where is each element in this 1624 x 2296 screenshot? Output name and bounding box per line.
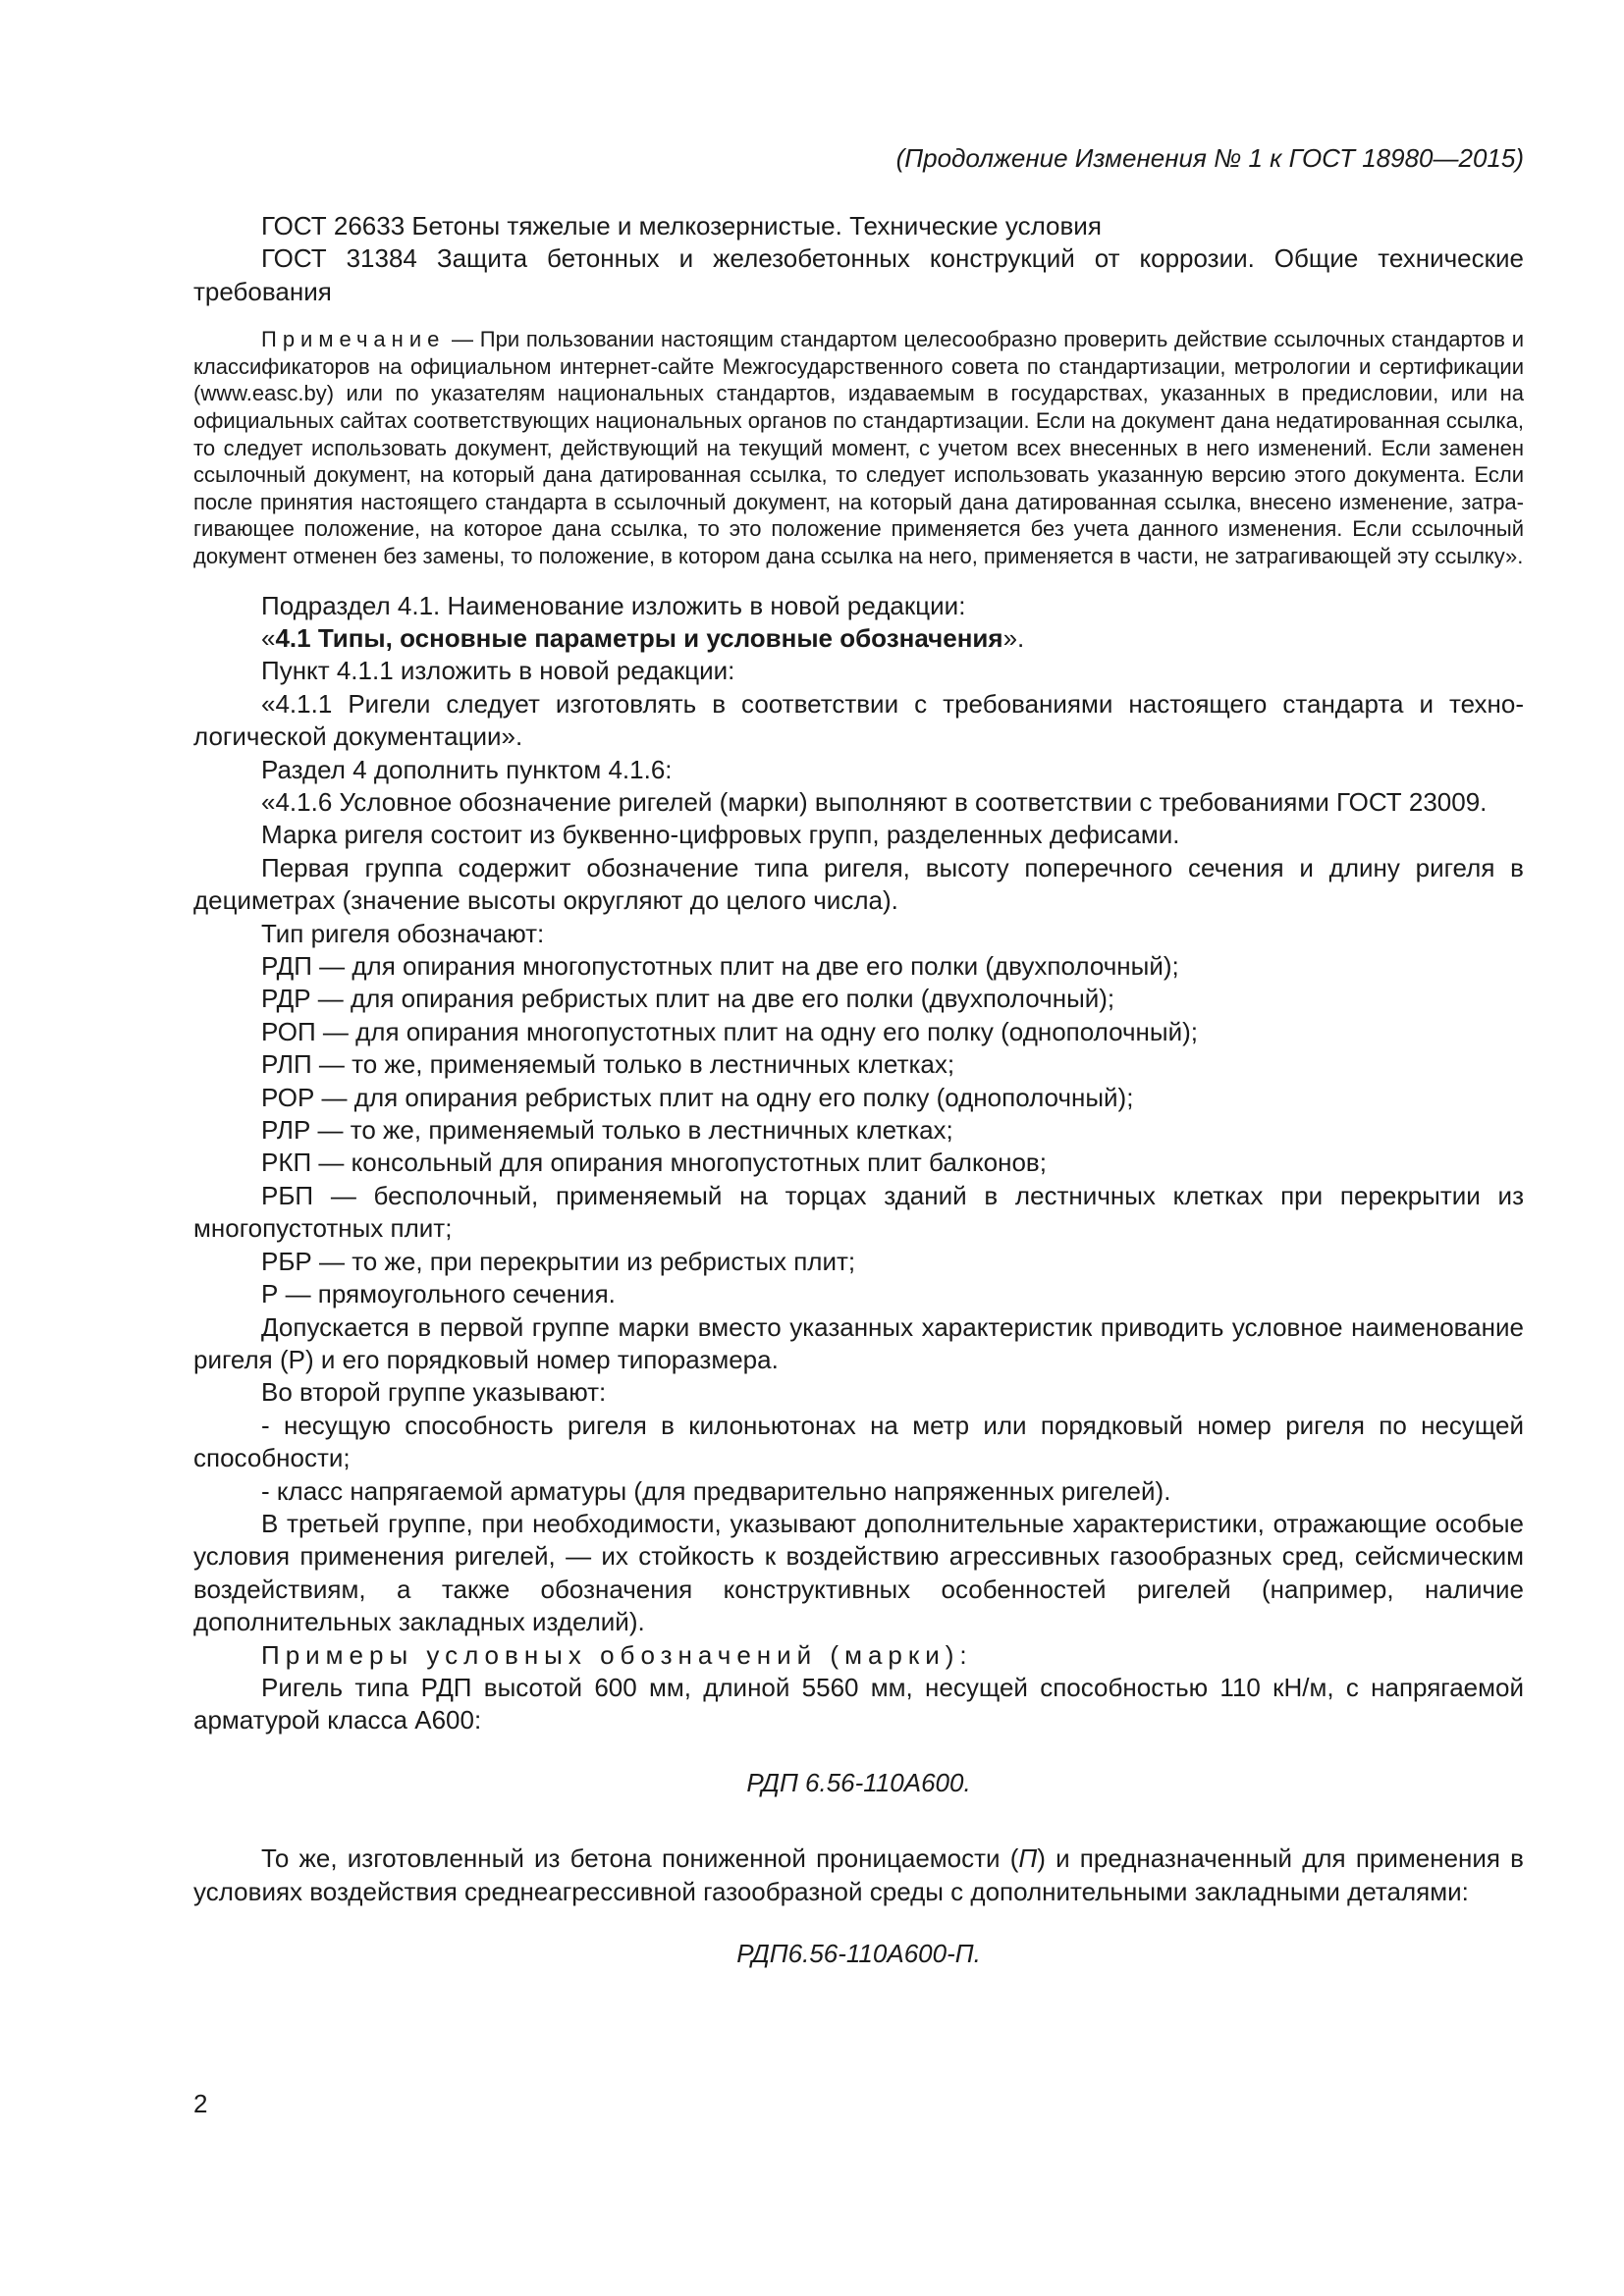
type-item-r: Р — прямоугольного сечения. [261,1279,616,1309]
quote-close: ». [1002,622,1025,653]
type-item-rlp: РЛП — то же, применяемый только в лестничных клетках; [261,1049,955,1080]
example-2-part-a: То же, изготовленный из бетона пониженной проницаемости ( [261,1843,1019,1874]
paragraph: «4.1.6 Условное обозначение ригелей (марки) выполняют в соответствии с требованиями ГОСТ 23009. [261,787,1488,817]
example-2-formula: РДП6.56-110А600-П. [736,1939,981,1968]
quote-open: « [261,622,276,653]
type-item-rdr: РДР — для опирания ребристых плит на две его полки (двухполочный); [261,984,1115,1014]
type-item-ror: РОР — для опирания ребристых плит на одну его полку (однополочный); [261,1082,1134,1112]
page-number: 2 [193,2089,208,2118]
examples-heading-text: Примеры условных обозначений (марки): [261,1639,973,1670]
example-1-text: Ригель типа РДП высотой 600 мм, длиной 5560 мм, несущей способностью 110 кН/м, с напрягаемой арматурой класса А600: [193,1672,1524,1735]
reference-gost-31384 [193,242,1524,308]
reference-title: Защита бетонных и железобетонных конструкций от коррозии. Общие технические требования [193,243,1525,306]
paragraph: Допускается в первой группе марки вместо указанных характеристик приводить условное наименование ригеля (Р) и его порядковый номер типоразмера. [193,1311,1524,1374]
type-item-rop: РОП — для опирания многопустотных плит на одну его полку (однополочный); [261,1016,1199,1046]
paragraph: Первая группа содержит обозначение типа ригеля, высоту поперечного сечения и длину ригеля в дециметрах (значение высоты округляют до целого числа). [193,852,1524,916]
paragraph: Во второй группе указывают: [261,1377,607,1408]
section-intro: Подраздел 4.1. Наименование изложить в новой редакции: [261,590,966,620]
example-2-part-b: ) и предназначенный для применения в условиях воздействия среднеагрессивной газообразной среды с дополнительными закладными деталями: [193,1843,1524,1906]
type-item-rkp: РКП — консольный для опирания многопустотных плит балконов; [261,1148,1047,1178]
section-title-bold: 4.1 Типы, основные параметры и условные обозначения [275,622,1003,653]
reference-code: ГОСТ 31384 [261,243,417,274]
section-title [193,622,1524,655]
reference-title: Бетоны тяжелые и мелкозернистые. Технические условия [411,211,1102,240]
paragraph: Пункт 4.1.1 изложить в новой редакции: [261,656,735,686]
paragraph: Марка ригеля состоит из буквенно-цифровых групп, разделенных дефисами. [261,820,1180,850]
note-label: Примечание [261,327,446,352]
examples-heading [193,1639,1524,1672]
example-1-formula: РДП 6.56-110А600. [746,1767,971,1797]
type-item-rbp: РБП — бесполочный, применяемый на торцах зданий в лестничных клетках при перекрытии из многопустотных плит; [193,1180,1524,1244]
paragraph: Раздел 4 дополнить пунктом 4.1.6: [261,754,673,784]
example-2-italic-p: П [1018,1843,1038,1874]
type-item-rdp: РДП — для опирания многопустотных плит на две его полки (двухполочный); [261,951,1179,982]
type-item-rbr: РБР — то же, при перекрытии из ребристых плит; [261,1246,856,1276]
paragraph: «4.1.1 Ригели следует изготовлять в соответствии с требованиями настоящего стандарта и технологической документации». [193,688,1524,752]
paragraph: Тип ригеля обозначают: [261,918,545,948]
type-item-rlr: РЛР — то же, применяемый только в лестничных клетках; [261,1115,953,1146]
note-text: — При пользовании настоящим стандартом целесообразно проверить действие ссылочных стандартов и классификаторов на официальном интернет-сайте Межгосударственного совета по стандартизации, метрологии и сертификации (www.easc.by) или по указателям национальных стандартов, издаваемым в государствах, указанных в предисловии, или на официальных сайтах соответствующих национальных органов по стандартизации. Если на документ дана недатированная ссылка, то следует использовать документ, действующий на текущий момент, с учетом всех внесенных в него изменений. Если заменен ссылочный документ, на который дана датированная ссылка, то следует использовать указанную версию этого документа. Если после принятия настоящего стандарта в ссылочный документ, на который дана датированная ссылка, внесено изменение, затрагивающее положение, на которое дана ссылка, то это положение применяется без учета данного изменения. Если ссылочный документ отменен без замены, то положение, в котором дана ссылка на него, применяется в части, не затрагивающей эту ссылку». [193,327,1524,568]
reference-gost-26633 [193,210,1524,242]
example-2-text [193,1842,1524,1908]
running-header: (Продолжение Изменения № 1 к ГОСТ 18980—2015) [895,143,1524,173]
paragraph: - несущую способность ригеля в килоньютонах на метр или порядковый номер ригеля по несущей способности; [193,1410,1524,1473]
document-body [193,210,1524,1970]
note-paragraph [193,326,1524,569]
reference-code: ГОСТ 26633 [261,211,406,240]
paragraph: В третьей группе, при необходимости, указывают дополнительные характеристики, отражающие особые условия применения ригелей, — их стойкость к воздействию агрессивных газообразных сред, сейсмическим воздействиям, а также обозначения конструктивных особенностей ригелей (например, наличие дополнительных закладных изделий). [193,1508,1524,1637]
paragraph: - класс напрягаемой арматуры (для предварительно напряженных ригелей). [261,1475,1171,1506]
